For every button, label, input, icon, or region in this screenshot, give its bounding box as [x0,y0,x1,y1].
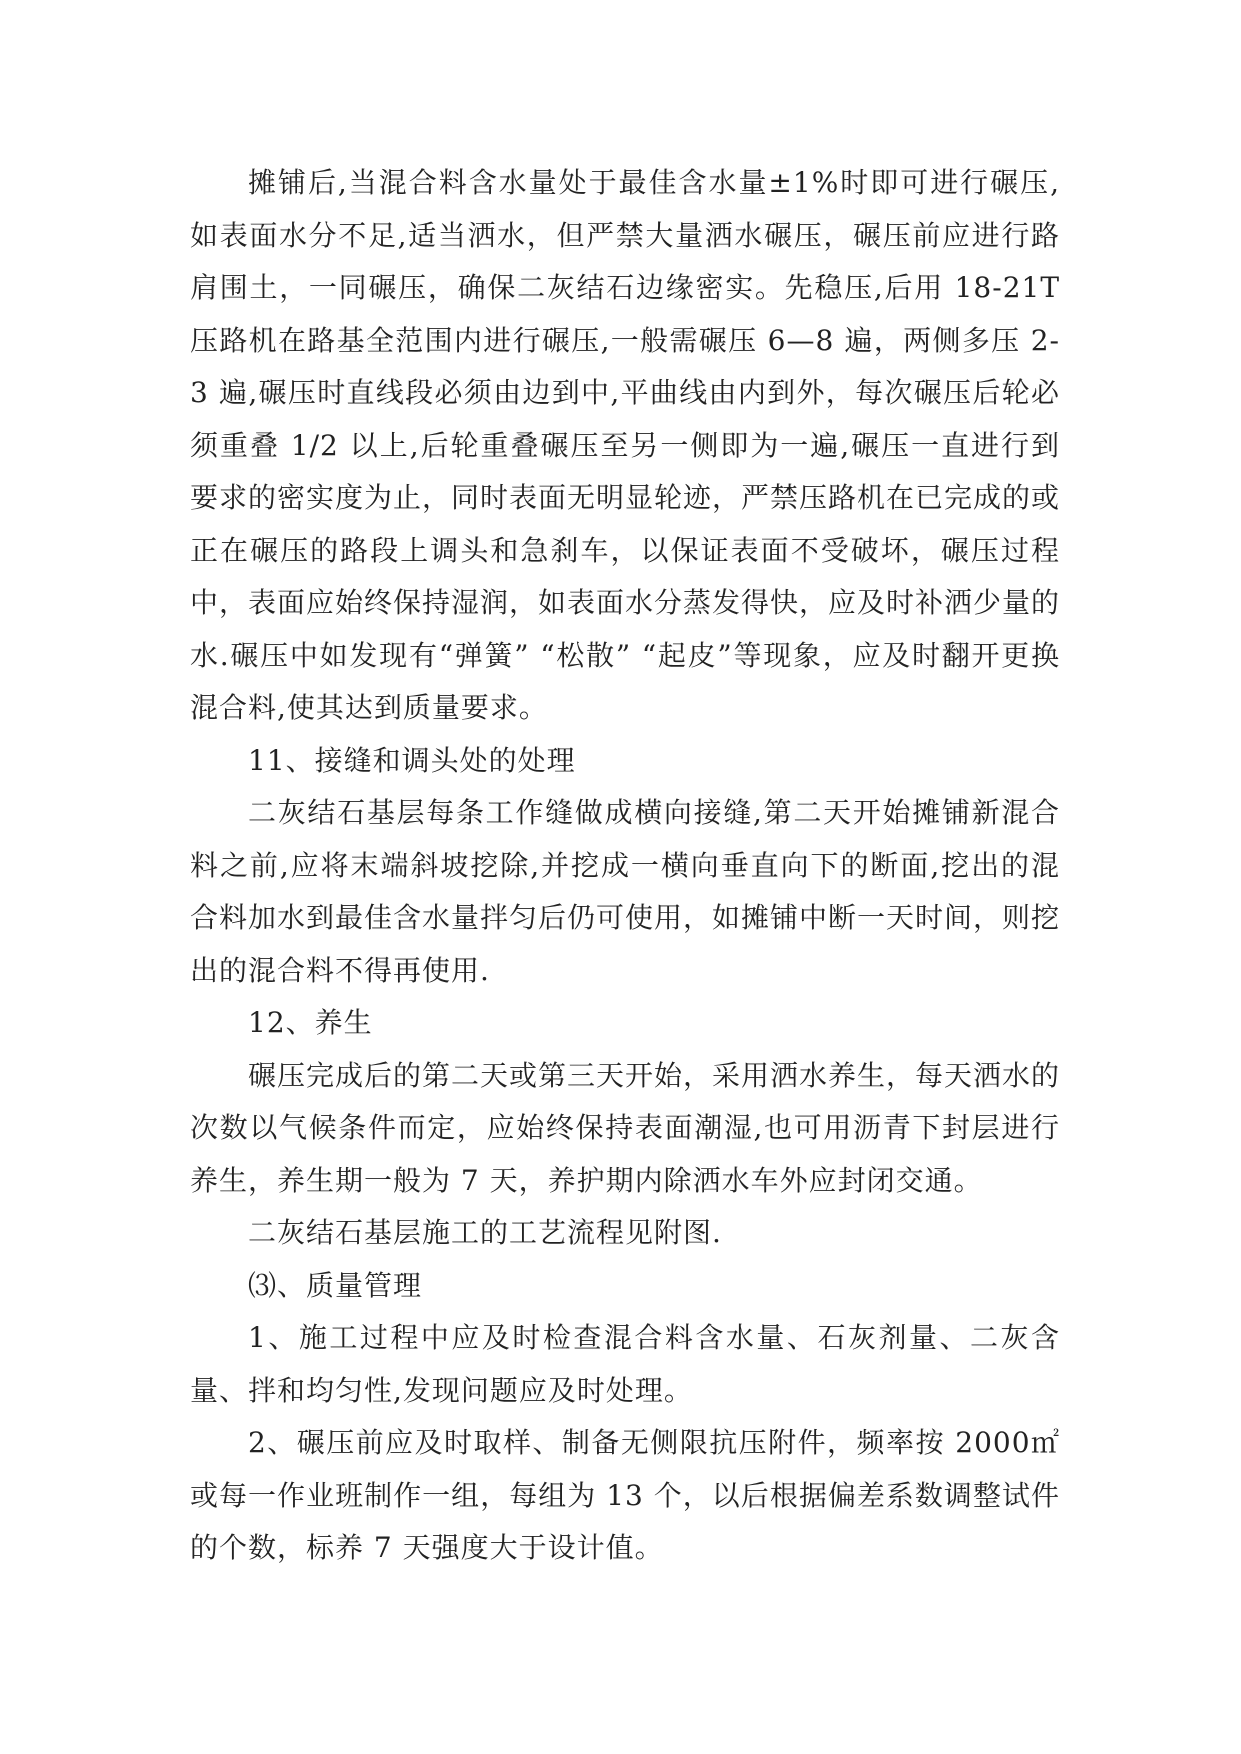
heading-joint-treatment: 11、接缝和调头处的处理 [248,743,576,777]
heading-quality-management: ⑶、质量管理 [248,1268,423,1302]
paragraph-compaction: 摊铺后,当混合料含水量处于最佳含水量±1%时即可进行碾压,如表面水分不足,适当洒水，但严禁大量洒水碾压，碾压前应进行路肩围土，一同碾压，确保二灰结石边缘密实。先稳压,后用 18-21T 压路机在路基全范围内进行碾压,一般需碾压 6—8 遍，两侧多压 2-3 遍,碾压时直线段必须由边到中,平曲线由内到外，每次碾压后轮必须重叠 1/2 以上,后轮重叠碾压至另一侧即为一遍,碾压一直进行到要求的密实度为止，同时表面无明显轮迹，严禁压路机在已完成的或正在碾压的路段上调头和急刹车，以保证表面不受破坏，碾压过程中，表面应始终保持湿润，如表面水分蒸发得快，应及时补洒少量的水.碾压中如发现有“弹簧” “松散” “起皮”等现象，应及时翻开更换混合料,使其达到质量要求。 [190,166,1061,724]
heading-curing: 12、养生 [248,1006,373,1039]
paragraph-quality-item-1: 1、施工过程中应及时检查混合料含水量、石灰剂量、二灰含量、拌和均匀性,发现问题应及时处理。 [190,1321,1060,1407]
paragraph-quality-item-2: 2、碾压前应及时取样、制备无侧限抗压附件，频率按 2000㎡或每一作业班制作一组，每组为 13 个，以后根据偏差系数调整试件的个数，标养 7 天强度大于设计值。 [190,1426,1060,1564]
paragraph-joint-treatment: 二灰结石基层每条工作缝做成横向接缝,第二天开始摊铺新混合料之前,应将末端斜坡挖除,并挖成一横向垂直向下的断面,挖出的混合料加水到最佳含水量拌匀后仍可使用，如摊铺中断一天时间，则挖出的混合料不得再使用. [190,796,1061,987]
paragraph-process-flow: 二灰结石基层施工的工艺流程见附图. [248,1216,722,1249]
paragraph-curing: 碾压完成后的第二天或第三天开始，采用洒水养生，每天洒水的次数以气候条件而定，应始终保持表面潮湿,也可用沥青下封层进行养生，养生期一般为 7 天，养护期内除洒水车外应封闭交通。 [190,1058,1061,1197]
document-body [190,157,1060,1575]
